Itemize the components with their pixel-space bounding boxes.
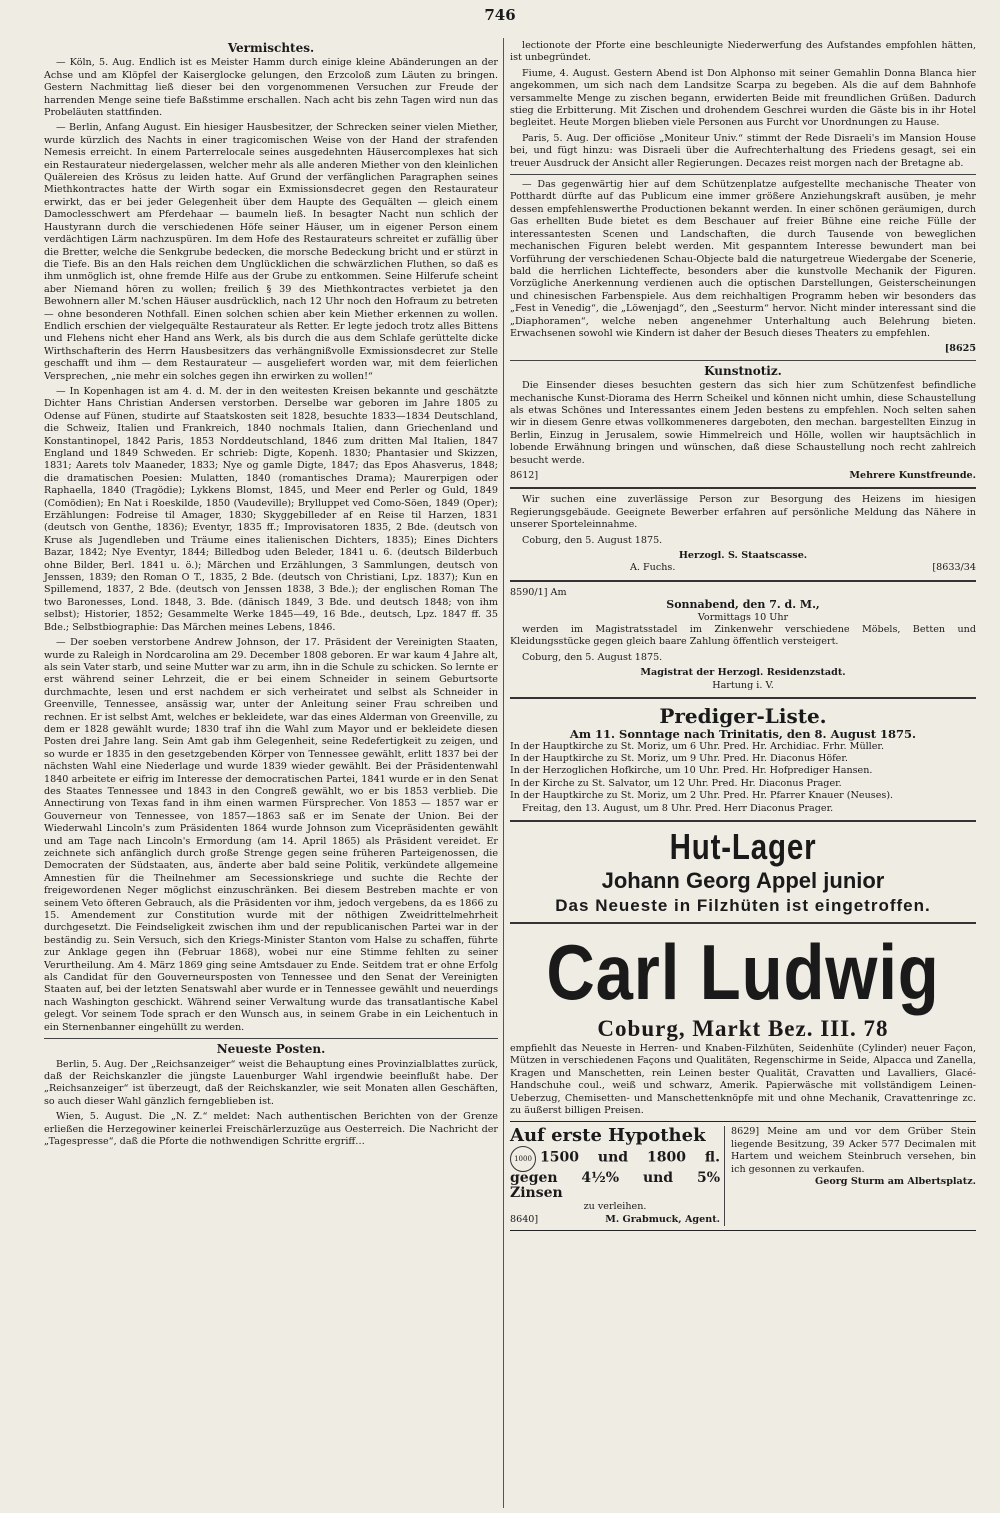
carl-ludwig-text: empfiehlt das Neueste in Herren- und Knaben-Filzhüten, Seidenhüte (Cylinder) neuer Façon, Mützen in verschiedenen Façons und Qualitäten, Regenschirme in Seide, Alpacca und Zanella, Kragen und Manschetten, rein Leinen bester Qualität, Cravatten und Lavalliers, Glacé-Handschuhe coul., weiß und schwarz, Amerik. Papierwäsche mit vollständigem Leinen-Ueberzug, Chemisetten- und Manschettenknöpfe mit und ohne Mechanik, Cravattenringe zc. zu äußerst billigen Preisen.	[510, 1042, 976, 1116]
hypothek-signature: M. Grabmuck, Agent.	[605, 1213, 720, 1225]
prediger-entry-1: In der Hauptkirche zu St. Moriz, um 6 Uhr. Pred. Hr. Archidiac. Frhr. Müller.	[510, 740, 885, 752]
prediger-entry-3: In der Herzoglichen Hofkirche, um 10 Uhr. Pred. Hr. Hofprediger Hansen.	[510, 765, 873, 777]
divider-rule	[510, 487, 976, 489]
sturm-ad	[731, 1126, 976, 1226]
divider-rule	[510, 922, 976, 924]
sturm-ad-text: 8629] Meine am und vor dem Grüber Stein liegende Besitzung, 39 Acker 577 Decimalen mit Hartem und weichem Steinbruch versehen, bin ich gesonnen zu verkaufen.	[731, 1126, 976, 1175]
moebel-ad-text: werden im Magistratsstadel im Zinkenwehr verschiedene Möbels, Betten und Kleidungsstücke gegen gleich baare Zahlung öffentlich versteigert.	[510, 624, 976, 648]
moebel-ad-place: Coburg, den 5. August 1875.	[522, 651, 663, 663]
kunstnotiz-ref-number: 8612]	[510, 470, 539, 481]
heizung-ad-text: Wir suchen eine zuverlässige Person zur Besorgung des Heizens im hiesigen Regierungsgebäude. Geeignete Bewerber erfahren auf persönliche Meldung das Nähere in unserer Sporteleinnahme.	[510, 494, 976, 531]
heizung-ad-place: Coburg, den 5. August 1875.	[522, 534, 663, 546]
column-divider	[503, 38, 504, 1508]
article-fiume: Fiume, 4. August. Gestern Abend ist Don Alphonso mit seiner Gemahlin Donna Blanca hier angekommen, um sich nach dem Landsitze Scarpa zu begeben. Als die auf dem Bahnhofe versammelte Menge zu zischen begann, erwiderten Beide mit freundlichen Grüßen. Dadurch stieg die Erbitterung. Mit Zischen und drohendem Geschrei wurden die Gäste bis in ihr Hotel begleitet. Heute Morgen blieben viele Personen aus Furcht vor Unordnungen zu Hause.	[510, 67, 976, 129]
bottom-ads	[510, 1121, 976, 1231]
page-number: 746	[484, 6, 516, 24]
prediger-entry-2: In der Hauptkirche zu St. Moriz, um 9 Uhr. Pred. Hr. Diaconus Höfer.	[510, 752, 848, 764]
article-pforte: lectionote der Pforte eine beschleunigte Niederwerfung des Aufstandes empfohlen hätten, ist unbegründet.	[510, 40, 976, 64]
divider-rule	[510, 580, 976, 582]
article-paris: Paris, 5. Aug. Der officiöse „Moniteur Univ.“ stimmt der Rede Disraeli's im Mansion House bei, und fügt hinzu: was Disraeli über die Aufrechterhaltung des Friedens gesagt, sei ein treuer Ausdruck der Ansicht aller Regierungen. Decazes reist morgen nach der Bretagne ab.	[510, 132, 976, 169]
carl-ludwig-address: Coburg, Markt Bez. III. 78	[597, 1015, 889, 1041]
divider-rule	[510, 174, 976, 175]
moebel-ad-date: Sonnabend, den 7. d. M.,	[666, 598, 820, 612]
divider-rule	[510, 360, 976, 361]
heizung-ad-signature: Herzogl. S. Staatscasse.	[678, 550, 808, 562]
carl-ludwig-heading: Carl Ludwig	[546, 927, 940, 1016]
appel-name: Johann Georg Appel junior	[601, 867, 885, 893]
prediger-liste-title: Prediger-Liste.	[659, 704, 827, 729]
moebel-ad-signature: Magistrat der Herzogl. Residenzstadt.	[640, 667, 846, 679]
article-koeln: — Köln, 5. Aug. Endlich ist es Meister Hamm durch einige kleine Abänderungen an der Achse und am Klöpfel der Kaiserglocke gelungen, den Erzcoloß zum Läuten zu bringen. Gestern Nachmittag ließ dieser bei den vorgenommenen Versuchen zur Freude der harrenden Menge seine tiefe Baßstimme erschallen. Nach acht bis zehn Tagen wird nun das Probeläuten stattfinden.	[44, 57, 498, 119]
divider-rule	[44, 1038, 498, 1039]
heizung-ad-name: A. Fuchs.	[630, 562, 676, 574]
article-theater: — Das gegenwärtig hier auf dem Schützenplatze aufgestellte mechanische Theater von Potthardt dürfte auf das Publicum eine immer größere Anziehungskraft ausüben, je mehr dessen empfehlenswerthe Productionen bekannt werden. In einer schönen geräumigen, durch Gas erhellten Bude bietet es dem Beschauer auf freier Bühne eine reiche Fülle der interessantesten Scenen und Landschaften, die durch Tausende von beweglichen mechanischen Figuren belebt werden. Mit gespanntem Interesse bewundert man bei Vorführung der verschiedenen Schau-Objecte bald die naturgetreue Wiedergabe der Scenerie, bald die herrlichen Lichteffecte, besonders aber die kunstvolle Mechanik der Figuren. Vorzügliche Anerkennung verdienen auch die optischen Darstellungen, Geisterscheinungen und chinesischen Farbenspiele. Aus dem reichhaltigen Programm heben wir besonders das „Fest in Venedig“, die „Löwenjagd“, den „Seesturm“ hervor. Nicht minder interessant sind die „Diaphoramen“, welche neben angenehmer Unterhaltung auch Belehrung bieten. Erwachsenen sowohl wie Kindern ist daher der Besuch dieses Theaters zu empfehlen.	[510, 179, 976, 339]
prediger-entry-6: Freitag, den 13. August, um 8 Uhr. Pred. Herr Diaconus Prager.	[522, 802, 834, 814]
hypothek-ad	[510, 1126, 725, 1226]
prediger-entry-4: In der Kirche zu St. Salvator, um 12 Uhr. Pred. Hr. Diaconus Prager.	[510, 777, 842, 789]
appel-tagline: Das Neueste in Filzhüten ist eingetroffen.	[555, 895, 931, 915]
kunstnotiz-text: Die Einsender dieses besuchten gestern das sich hier zum Schützenfest befindliche mechanische Kunst-Diorama des Herrn Scheikel und können nicht umhin, diese Schaustellung als etwas Schönes und Interessantes einem Jeden bestens zu empfehlen. Noch selten sahen wir in diesem Genre etwas vollkommeneres dargeboten, den mechan. bargestellten Einzug in Berlin, Einzug in Jerusalem, sowie Himmelreich und Hölle, wollen wir hauptsächlich in lobende Erwähnung bringen und wünschen, daß diese Schaustellung noch recht zahlreich besucht werde.	[510, 380, 976, 466]
prediger-liste-subtitle: Am 11. Sonntage nach Trinitatis, den 8. August 1875.	[569, 727, 917, 742]
coin-icon: 1000	[510, 1146, 536, 1172]
hypothek-amount: 1500 und 1800 fl. gegen 4½% und 5% Zinsen	[510, 1149, 720, 1201]
hut-lager-heading: Hut-Lager	[669, 825, 817, 867]
hypothek-footer	[510, 1214, 720, 1226]
article-andersen: — In Kopenhagen ist am 4. d. M. der in den weitesten Kreisen bekannte und geschätzte Dichter Hans Christian Andersen verstorben. Derselbe war geboren im Jahre 1805 zu Odense auf Fünen, studirte auf Staatskosten seit 1828, besuchte 1833—1834 Deutschland, die Schweiz, Italien und Frankreich, 1840 nochmals Italien, dann Griechenland und Konstantinopel, 1842 Paris, 1853 Norddeutschland, 1846 zum dritten Mal Italien, 1847 England und 1849 Schweden. Er schrieb: Digte, Kopenh. 1830; Phantasier und Skizzen, 1831; Aarets tolv Maaneder, 1833; Nye og gamle Digte, 1847; das Epos Ahasverus, 1848; die dramatischen Poesien: Mulatten, 1840 (romantisches Drama); Maurerpigen oder Raphaella, 1840 (Tragödie); Lykkens Blomst, 1845, und Meer end Perler og Guld, 1849 (Comödien); En Nat i Roeskilde, 1850 (Vaudeville); Brylluppet ved Como-Söen, 1849 (Oper); Erzählungen: Fodreise til Amager, 1830; Skyggebilleder af en Reise til Harzen, 1831 (deutsch von Genthe, 1836); Eventyr, 1835 ff.; Improvisatoren 1835, 2 Bde. (deutsch von Kruse als Jugendleben und Träume eines italienischen Dichters, 1835); Eines Dichters Bazar, 1842; Nye Eventyr, 1844; Billedbog uden Beleder, 1841 u. 6. (deutsch Bilderbuch ohne Bilder, Berl. 1841 u. ö.); Märchen und Erzählungen, 3 Sammlungen, deutsch von Jenssen, 1839; den Roman O T., 1835, 2 Bde. (deutsch von Christiani, Lpz. 1837); Kun en Spillemend, 1837, 2 Bde. (deutsch von Jenssen 1838, 3 Bde.); der englischen Roman The two Baronesses, Lond. 1848, 3. Bde. (dänisch 1849, 3 Bde. und deutsch 1848; von ihm selbst); Historier, 1852; Gesammelte Werke 1845—49, 16 Bde., deutsch, Lpz. 1847 ff. 35 Bde.; Selbstbiographie: Das Märchen meines Lebens, 1846.	[44, 385, 498, 633]
heizung-ad-footer	[510, 562, 976, 574]
article-berlin-hausbesitzer: — Berlin, Anfang August. Ein hiesiger Hausbesitzer, der Schrecken seiner vielen Miether, wurde kürzlich des Nachts in einer tragicomischen Weise von der Hand der strafenden Nemesis erreicht. In einem Parterrelocale seines ausgedehnten Häusercomplexes hat sich ein Restaurateur niedergelassen, welcher mehr als alle anderen Miether von den kleinlichen Quälereien des Krösus zu leiden hatte. Auf Grund der verfänglichen Paragraphen seines Miethkontractes hatte der Wirth sogar ein Exmissionsdecret gegen den Restaurateur erwirkt, das er bei jeder Gelegenheit über dem Haupte des Gequälten — gleich einem Damoclesschwert am Pferdehaar — baumeln ließ. In besagter Nacht nun schlich der Haustyrann durch die verschiedenen Höfe seiner Häuser, um in eigener Person einem verdächtigen Lärm nachzuspüren. Im dem Hofe des Restaurateurs schreitet er zufällig über die Bretter, welche die Senkgrube bedecken, die morsche Bedeckung bricht und er stürzt in die Tiefe. Bis an den Hals reichen dem Unglücklichen die schwärzlichen Fluthen, so daß es ihm unmöglich ist, ohne fremde Hilfe aus der Grube zu entkommen. Seine Hilferufe scheint aber Niemand hören zu wollen; freilich § 39 des Miethkontractes verbietet ja den Bewohnern aller M.'schen Häuser ausdrücklich, nach 12 Uhr noch den Hofraum zu betreten — ohne besonderen Nothfall. Einen solchen schien aber kein Miether erkennen zu wollen. Endlich erschien der vielgequälte Restaurateur als Retter. Er legte jedoch trotz alles Bittens und Flehens nicht eher Hand ans Werk, als bis durch die aus dem Schlafe gerüttelte dicke Wirthschafterin des Herrn Hausbesitzers das verhängnißvolle Exmissionsdecret zur Stelle geschafft und ihm — dem Restaurateur — ausgeliefert worden war, mit dem feierlichen Versprechen, „nie mehr ein solches gegen ihn erwirken zu wollen!“	[44, 122, 498, 382]
theater-ref-number: [8625	[944, 343, 976, 355]
article-johnson: — Der soeben verstorbene Andrew Johnson, der 17. Präsident der Vereinigten Staaten, wurde zu Raleigh in Nordcarolina am 29. December 1808 geboren. Er war kaum 4 Jahre alt, als sein Vater starb, und seine Mutter war zu arm, ihn in die Schule zu schicken. So lernte er erst während seiner Lehrzeit, die er bei einem Schneider in seinem Geburtsorte durchmachte, lesen und erst nachdem er sich verheiratet und selbst als Schneider in Greenville, Tennessee, ansässig war, unter der Anleitung seiner Frau schreiben und rechnen. Er ist selbst Amt, welches er bekleidete, war das eines Alderman von Greenville, zu dem er 1828 gewählt wurde; 1830 traf ihn die Wahl zum Mayor und er bekleidete diesen Posten drei Jahre lang. Sein Amt gab ihm Gelegenheit, seine Redefertigkeit zu zeigen, und so wurde er 1835 in den gesetzgebenden Körper von Tennessee gewählt, erlitt 1837 bei der nächsten Wahl eine Niederlage und wurde 1839 wieder gewählt. Bei der Präsidentenwahl 1840 arbeitete er eifrig im Interesse der democratischen Partei, 1841 wurde er in den Senat des Staates Tennessee und 1843 in den Congreß gewählt, wo er bis 1853 verblieb. Die Annectirung von Texas fand in ihm einen warmen Fürsprecher. Von 1853 — 1857 war er Gouverneur von Tennessee, von 1857—1863 saß er im Senate der Union. Bei der Wiederwahl Lincoln's zum Präsidenten 1864 wurde Johnson zum Vicepräsidenten gewählt und am Tage nach Lincoln's Ermordung (am 14. April 1865) als Präsident vereidet. Er zeichnete sich anfänglich durch große Strenge gegen seine früheren Parteigenossen, die Democraten der Südstaaten, aus, änderte aber bald seine Politik, verkündete allgemeine Amnestien für die Theilnehmer am Secessionskriege und suchte die Rechte der freigewordenen Neger möglichst einzuschränken. Bei diesem Bestreben machte er von seinem Veto öfteren Gebrauch, als die Präsidenten vor ihm, jedoch vergebens, da es 1866 zu 15. Amendement zur Constitution wurde mit der nöthigen Zweidrittelmehrheit durchgesetzt. Die Feindseligkeit zwischen ihm und der republicanischen Partei war in der beständig zu. Sein Versuch, sich den Kriegs-Minister Stanton vom Halse zu schaffen, führte zur Anklage gegen ihn (Februar 1868), wobei nur eine Stimme fehlten zu seiner Verurtheilung. Am 4. März 1869 ging seine Amtsdauer zu Ende. Seitdem trat er ohne Erfolg als Candidat für den Gouverneursposten von Tennessee und den Senat der Vereinigten Staaten auf, bei der letzten Senatswahl aber wurde er in Tennessee gewählt und neuerdings nach Washington geschickt. Während seiner Verwaltung wurde das transatlantische Kabel gelegt. Vor seinem Tode sprach er den Wunsch aus, in seinem Grabe in ein Leichentuch in ein Sternenbanner eingehüllt zu werden.	[44, 637, 498, 1033]
heizung-ad-ref-number: [8633/34	[932, 562, 976, 574]
moebel-ad-name: Hartung i. V.	[712, 679, 774, 691]
hypothek-title: Auf erste Hypothek	[510, 1125, 706, 1147]
hypothek-amount-row	[510, 1146, 720, 1201]
hypothek-ref-number: 8640]	[510, 1213, 539, 1225]
article-wien: Wien, 5. August. Die „N. Z.“ meldet: Nach authentischen Berichten von der Grenze erließen die Herzegowiner keinerlei Freischärlerzuzüge aus Oesterreich. Die Nachricht der „Tagespresse“, daß die Pforte die nothwendigen Schritte ergriff…	[44, 1111, 498, 1147]
section-header-vermischtes: Vermischtes.	[227, 41, 315, 55]
right-column	[510, 40, 976, 1231]
prediger-entry-5: In der Hauptkirche zu St. Moriz, um 2 Uhr. Pred. Hr. Pfarrer Knauer (Neuses).	[510, 790, 894, 802]
kunstnotiz-footer	[510, 470, 976, 482]
moebel-ad-ref-number: 8590/1] Am	[510, 586, 567, 598]
sturm-ad-signature: Georg Sturm am Albertsplatz.	[815, 1176, 976, 1187]
kunstnotiz-signature: Mehrere Kunstfreunde.	[849, 470, 976, 481]
divider-rule	[510, 697, 976, 699]
hypothek-rest: zu verleihen.	[583, 1201, 647, 1213]
kunstnotiz-header: Kunstnotiz.	[704, 363, 782, 378]
left-column	[44, 40, 498, 1151]
article-berlin-reichsanzeiger: Berlin, 5. Aug. Der „Reichsanzeiger“ weist die Behauptung eines Provinzialblattes zurück, daß der Reichskanzler die jüngste Lauenburger Wahl irgendwie beeinflußt habe. Der „Reichsanzeiger“ ist überzeugt, daß der Reichskanzler, wie seit Monaten allen Geschäften, so auch dieser Wahl gänzlich ferngeblieben ist.	[44, 1058, 498, 1107]
divider-rule	[510, 820, 976, 822]
section-header-neueste-posten: Neueste Posten.	[216, 1042, 326, 1057]
moebel-ad-time: Vormittags 10 Uhr	[697, 611, 789, 623]
